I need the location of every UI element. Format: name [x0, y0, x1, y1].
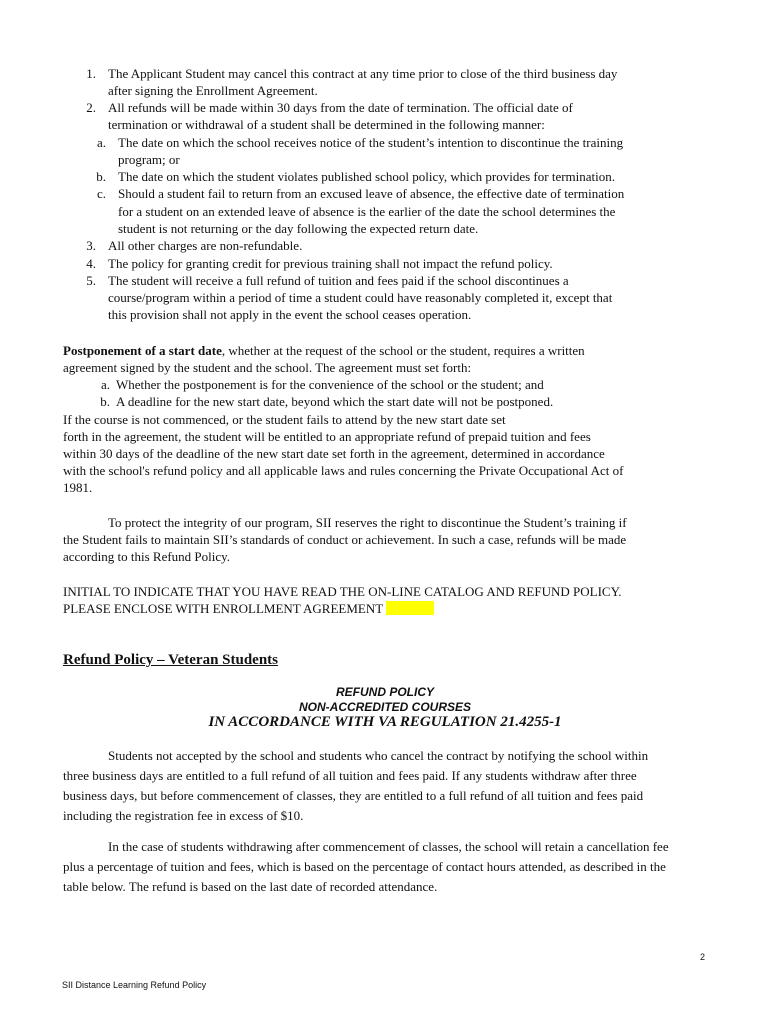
paragraph-line: To protect the integrity of our program, SII reserves the right to discontinue the Student’s training if: [108, 515, 627, 530]
list-item-text: The student will receive a full refund of tuition and fees paid if the school discontinues a: [108, 273, 569, 288]
initial-instruction: INITIAL TO INDICATE THAT YOU HAVE READ THE ON-LINE CATALOG AND REFUND POLICY.: [63, 584, 622, 599]
list-item-number: b.: [96, 169, 106, 184]
list-item-number: a.: [100, 377, 110, 392]
list-item-number: 4.: [86, 256, 96, 271]
paragraph-line: Students not accepted by the school and students who cancel the contract by notifying the school within: [108, 748, 649, 763]
list-item-text: All other charges are non-refundable.: [108, 238, 303, 253]
list-item-text: termination or withdrawal of a student shall be determined in the following manner:: [108, 117, 545, 132]
list-item-text: All refunds will be made within 30 days from the date of termination. The official date of: [108, 100, 573, 115]
initial-field[interactable]: [386, 601, 434, 615]
section-heading: Refund Policy – Veteran Students: [63, 652, 279, 668]
paragraph-line: including the registration fee in excess of $10.: [63, 808, 304, 823]
list-item-text: course/program within a period of time a student could have reasonably completed it, except that: [108, 290, 613, 305]
paragraph-line: business days, but before commencement of classes, they are entitled to a full refund of all tuition and fees paid: [63, 788, 644, 803]
paragraph-line: table below. The refund is based on the last date of recorded attendance.: [63, 879, 438, 894]
paragraph-line: with the school's refund policy and all applicable laws and rules concerning the Private Occupational Act of: [63, 463, 624, 478]
list-item-text: for a student on an extended leave of absence is the earlier of the date the school determines the: [118, 204, 616, 219]
list-item-number: 2.: [86, 100, 96, 115]
paragraph-line: forth in the agreement, the student will be entitled to an appropriate refund of prepaid tuition and fees: [63, 429, 591, 444]
list-item-text: program; or: [118, 152, 180, 167]
list-item-text: The date on which the student violates published school policy, which provides for termination.: [118, 169, 616, 184]
list-item-text: The policy for granting credit for previous training shall not impact the refund policy.: [108, 256, 553, 271]
list-item-text: student is not returning or the day following the expected return date.: [118, 221, 479, 236]
policy-title: REFUND POLICY: [335, 685, 434, 699]
list-item-number: 5.: [86, 273, 96, 288]
list-item-number: c.: [96, 186, 106, 201]
policy-regulation: IN ACCORDANCE WITH VA REGULATION 21.4255-1: [208, 714, 562, 730]
footer-text: SII Distance Learning Refund Policy: [62, 980, 207, 990]
list-item-text: The date on which the school receives notice of the student’s intention to discontinue the training: [118, 135, 624, 150]
list-item-text: Whether the postponement is for the convenience of the school or the student; and: [116, 377, 544, 392]
list-item-number: a.: [96, 135, 106, 150]
list-item-number: 3.: [86, 238, 96, 253]
list-item-text: Should a student fail to return from an excused leave of absence, the effective date of termination: [118, 186, 625, 201]
list-item-text: A deadline for the new start date, beyond which the start date will not be postponed.: [116, 394, 554, 409]
list-item-text: this provision shall not apply in the event the school ceases operation.: [108, 307, 472, 322]
initial-instruction: PLEASE ENCLOSE WITH ENROLLMENT AGREEMENT: [63, 601, 387, 616]
policy-subtitle: NON-ACCREDITED COURSES: [298, 700, 471, 714]
postponement-text: , whether at the request of the school or the student, requires a written: [221, 343, 585, 358]
list-item-text: The Applicant Student may cancel this contract at any time prior to close of the third business day: [108, 66, 618, 81]
paragraph-line: In the case of students withdrawing after commencement of classes, the school will retain a cancellation fee: [108, 839, 669, 854]
postponement-heading: Postponement of a start date: [63, 343, 222, 358]
page-number: 2: [700, 952, 706, 962]
paragraph-line: within 30 days of the deadline of the new start date set forth in the agreement, determined in accordance: [63, 446, 605, 461]
paragraph-line: If the course is not commenced, or the student fails to attend by the new start date set: [63, 412, 506, 427]
paragraph-line: according to this Refund Policy.: [63, 549, 231, 564]
postponement-line: [63, 342, 585, 359]
paragraph-line: 1981.: [63, 480, 93, 495]
list-item-number: 1.: [86, 66, 96, 81]
list-item-text: after signing the Enrollment Agreement.: [108, 83, 318, 98]
postponement-text: agreement signed by the student and the school. The agreement must set forth:: [63, 360, 472, 375]
list-item-number: b.: [100, 394, 110, 409]
initial-instruction-line: [63, 600, 434, 617]
paragraph-line: plus a percentage of tuition and fees, which is based on the percentage of contact hours attended, as described in the: [63, 859, 666, 874]
paragraph-line: the Student fails to maintain SII’s standards of conduct or achievement. In such a case, refunds will be made: [63, 532, 627, 547]
paragraph-line: three business days are entitled to a full refund of all tuition and fees paid. If any students withdraw after three: [63, 768, 637, 783]
